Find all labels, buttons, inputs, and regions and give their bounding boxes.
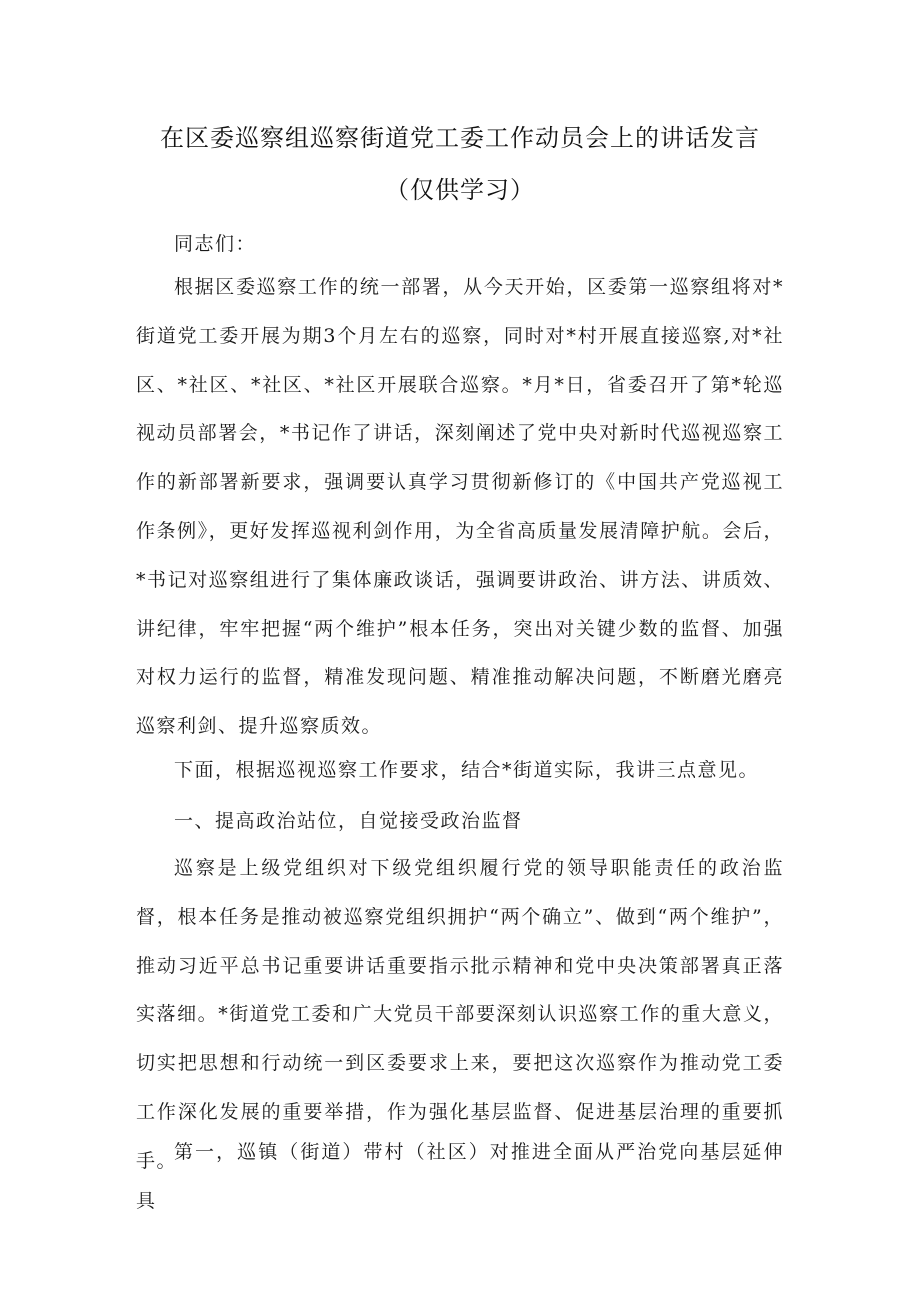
- paragraph-intro: 根据区委巡察工作的统一部署，从今天开始，区委第一巡察组将对*街道党工委开展为期3个月左右的巡察，同时对*村开展直接巡察,对*社区、*社区、*社区、*社区开展联合巡察。*月*日，省委召开了第*轮巡视动员部署会，*书记作了讲话，深刻阐述了党中央对新时代巡视巡察工作的新部署新要求，强调要认真学习贯彻新修订的《中国共产党巡视工作条例》，更好发挥巡视利剑作用，为全省高质量发展清障护航。会后，*书记对巡察组进行了集体廉政谈话，强调要讲政治、讲方法、讲质效、讲纪律，牢牢把握“两个维护”根本任务，突出对关键少数的监督、加强对权力运行的监督，精准发现问题、精准推动解决问题，不断磨光磨亮巡察利剑、提升巡察质效。: [136, 276, 784, 738]
- paragraph-below: 下面，根据巡视巡察工作要求，结合*街道实际，我讲三点意见。: [174, 759, 760, 781]
- document-title: 在区委巡察组巡察街道党工委工作动员会上的讲话发言: [160, 124, 760, 152]
- paragraph-section-1: 巡察是上级党组织对下级党组织履行党的领导职能责任的政治监督，根本任务是推动被巡察党组织拥护“两个确立”、做到“两个维护”，推动习近平总书记重要讲话重要指示批示精神和党中央决策部署真正落实落细。*街道党工委和广大党员干部要深刻认识巡察工作的重大意义，切实把思想和行动统一到区委要求上来，要把这次巡察作为推动党工委工作深化发展的重要举措，作为强化基层监督、促进基层治理的重要抓手。: [136, 857, 784, 1172]
- greeting: 同志们：: [174, 233, 257, 255]
- section-heading-1: 一、提高政治站位，自觉接受政治监督: [174, 810, 523, 832]
- paragraph-first-point: 第一，巡镇（街道）带村（社区）对推进全面从严治党向基层延伸具: [136, 1141, 784, 1212]
- document-subtitle: （仅供学习）: [385, 176, 535, 204]
